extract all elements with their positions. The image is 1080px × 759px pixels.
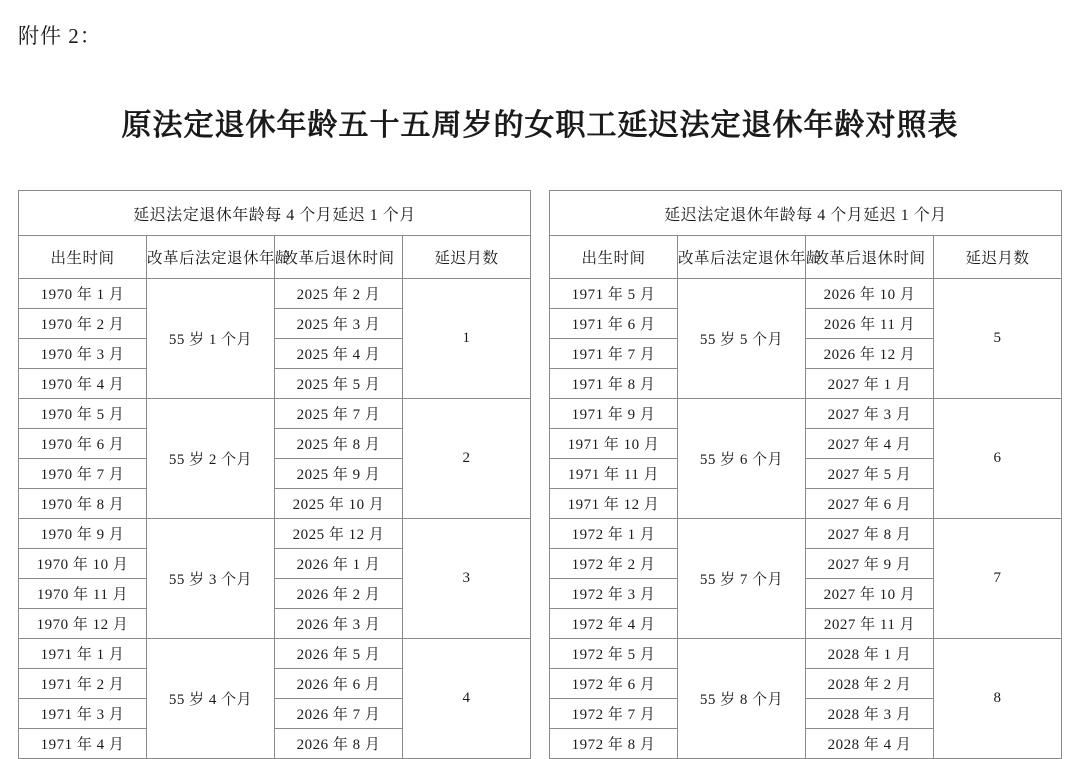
- column-header-age-right: 改革后法定退休年龄: [678, 236, 806, 279]
- cell-retire-time-left: 2025 年 2 月: [275, 279, 403, 309]
- cell-delay-months-left: 1: [403, 279, 531, 399]
- cell-retire-time-right: 2027 年 1 月: [806, 369, 934, 399]
- column-header-age-left: 改革后法定退休年龄: [147, 236, 275, 279]
- cell-birth-left: 1970 年 2 月: [19, 309, 147, 339]
- cell-birth-left: 1971 年 2 月: [19, 669, 147, 699]
- cell-birth-right: 1971 年 6 月: [550, 309, 678, 339]
- cell-delay-months-right: 7: [934, 519, 1062, 639]
- cell-retire-time-right: 2027 年 4 月: [806, 429, 934, 459]
- cell-retire-time-right: 2028 年 1 月: [806, 639, 934, 669]
- cell-retire-time-right: 2027 年 9 月: [806, 549, 934, 579]
- cell-retire-time-left: 2025 年 4 月: [275, 339, 403, 369]
- cell-retire-time-left: 2025 年 8 月: [275, 429, 403, 459]
- cell-retire-time-left: 2026 年 1 月: [275, 549, 403, 579]
- cell-birth-left: 1971 年 1 月: [19, 639, 147, 669]
- column-header-birth-left: 出生时间: [19, 236, 147, 279]
- cell-birth-left: 1970 年 11 月: [19, 579, 147, 609]
- cell-birth-right: 1972 年 1 月: [550, 519, 678, 549]
- cell-birth-right: 1971 年 12 月: [550, 489, 678, 519]
- cell-retire-time-left: 2025 年 9 月: [275, 459, 403, 489]
- cell-birth-left: 1970 年 4 月: [19, 369, 147, 399]
- cell-birth-right: 1972 年 4 月: [550, 609, 678, 639]
- cell-delay-months-right: 5: [934, 279, 1062, 399]
- cell-birth-right: 1971 年 9 月: [550, 399, 678, 429]
- cell-birth-left: 1970 年 9 月: [19, 519, 147, 549]
- cell-retire-time-right: 2026 年 12 月: [806, 339, 934, 369]
- cell-birth-left: 1970 年 7 月: [19, 459, 147, 489]
- cell-retire-time-right: 2026 年 10 月: [806, 279, 934, 309]
- cell-retire-time-right: 2027 年 6 月: [806, 489, 934, 519]
- cell-retire-time-right: 2027 年 11 月: [806, 609, 934, 639]
- cell-retire-time-right: 2028 年 3 月: [806, 699, 934, 729]
- cell-birth-left: 1970 年 5 月: [19, 399, 147, 429]
- page-title: 原法定退休年龄五十五周岁的女职工延迟法定退休年龄对照表: [121, 109, 959, 142]
- cell-birth-right: 1972 年 3 月: [550, 579, 678, 609]
- cell-retire-time-left: 2025 年 5 月: [275, 369, 403, 399]
- cell-birth-right: 1971 年 7 月: [550, 339, 678, 369]
- cell-birth-left: 1970 年 8 月: [19, 489, 147, 519]
- cell-birth-left: 1970 年 3 月: [19, 339, 147, 369]
- cell-birth-right: 1971 年 11 月: [550, 459, 678, 489]
- cell-delay-months-right: 8: [934, 639, 1062, 759]
- cell-birth-right: 1971 年 10 月: [550, 429, 678, 459]
- cell-retire-time-right: 2027 年 5 月: [806, 459, 934, 489]
- cell-delay-months-left: 3: [403, 519, 531, 639]
- cell-delay-months-right: 6: [934, 399, 1062, 519]
- table-banner-row: [19, 191, 1062, 236]
- cell-retire-time-left: 2026 年 2 月: [275, 579, 403, 609]
- cell-retire-time-left: 2026 年 7 月: [275, 699, 403, 729]
- cell-birth-left: 1970 年 1 月: [19, 279, 147, 309]
- cell-age-left: 55 岁 2 个月: [147, 399, 275, 519]
- cell-delay-months-left: 4: [403, 639, 531, 759]
- cell-age-right: 55 岁 7 个月: [678, 519, 806, 639]
- cell-birth-right: 1971 年 8 月: [550, 369, 678, 399]
- cell-age-right: 55 岁 5 个月: [678, 279, 806, 399]
- cell-retire-time-right: 2026 年 11 月: [806, 309, 934, 339]
- retirement-age-table-wrapper: [18, 190, 1062, 759]
- cell-retire-time-left: 2025 年 12 月: [275, 519, 403, 549]
- column-header-birth-right: 出生时间: [550, 236, 678, 279]
- cell-birth-right: 1972 年 8 月: [550, 729, 678, 759]
- cell-birth-right: 1972 年 5 月: [550, 639, 678, 669]
- cell-retire-time-right: 2028 年 4 月: [806, 729, 934, 759]
- column-header-retire-time-left: 改革后退休时间: [275, 236, 403, 279]
- cell-age-right: 55 岁 8 个月: [678, 639, 806, 759]
- cell-birth-left: 1970 年 12 月: [19, 609, 147, 639]
- cell-retire-time-right: 2028 年 2 月: [806, 669, 934, 699]
- cell-birth-right: 1972 年 2 月: [550, 549, 678, 579]
- cell-retire-time-left: 2026 年 6 月: [275, 669, 403, 699]
- cell-birth-left: 1970 年 10 月: [19, 549, 147, 579]
- retirement-age-table: [18, 190, 1062, 759]
- cell-retire-time-left: 2026 年 3 月: [275, 609, 403, 639]
- cell-retire-time-right: 2027 年 10 月: [806, 579, 934, 609]
- cell-birth-right: 1971 年 5 月: [550, 279, 678, 309]
- cell-birth-left: 1971 年 3 月: [19, 699, 147, 729]
- column-header-delay-months-right: 延迟月数: [934, 236, 1062, 279]
- cell-age-left: 55 岁 1 个月: [147, 279, 275, 399]
- banner-right: 延迟法定退休年龄每 4 个月延迟 1 个月: [550, 191, 1062, 236]
- cell-birth-left: 1970 年 6 月: [19, 429, 147, 459]
- cell-retire-time-right: 2027 年 8 月: [806, 519, 934, 549]
- cell-retire-time-left: 2026 年 8 月: [275, 729, 403, 759]
- panel-gap: [531, 191, 550, 759]
- cell-delay-months-left: 2: [403, 399, 531, 519]
- cell-age-right: 55 岁 6 个月: [678, 399, 806, 519]
- column-header-retire-time-right: 改革后退休时间: [806, 236, 934, 279]
- cell-age-left: 55 岁 4 个月: [147, 639, 275, 759]
- column-header-delay-months-left: 延迟月数: [403, 236, 531, 279]
- cell-birth-left: 1971 年 4 月: [19, 729, 147, 759]
- banner-left: 延迟法定退休年龄每 4 个月延迟 1 个月: [19, 191, 531, 236]
- attachment-label: 附件 2：: [18, 24, 102, 48]
- cell-retire-time-right: 2027 年 3 月: [806, 399, 934, 429]
- cell-age-left: 55 岁 3 个月: [147, 519, 275, 639]
- cell-retire-time-left: 2026 年 5 月: [275, 639, 403, 669]
- cell-retire-time-left: 2025 年 3 月: [275, 309, 403, 339]
- cell-birth-right: 1972 年 6 月: [550, 669, 678, 699]
- cell-retire-time-left: 2025 年 7 月: [275, 399, 403, 429]
- cell-birth-right: 1972 年 7 月: [550, 699, 678, 729]
- cell-retire-time-left: 2025 年 10 月: [275, 489, 403, 519]
